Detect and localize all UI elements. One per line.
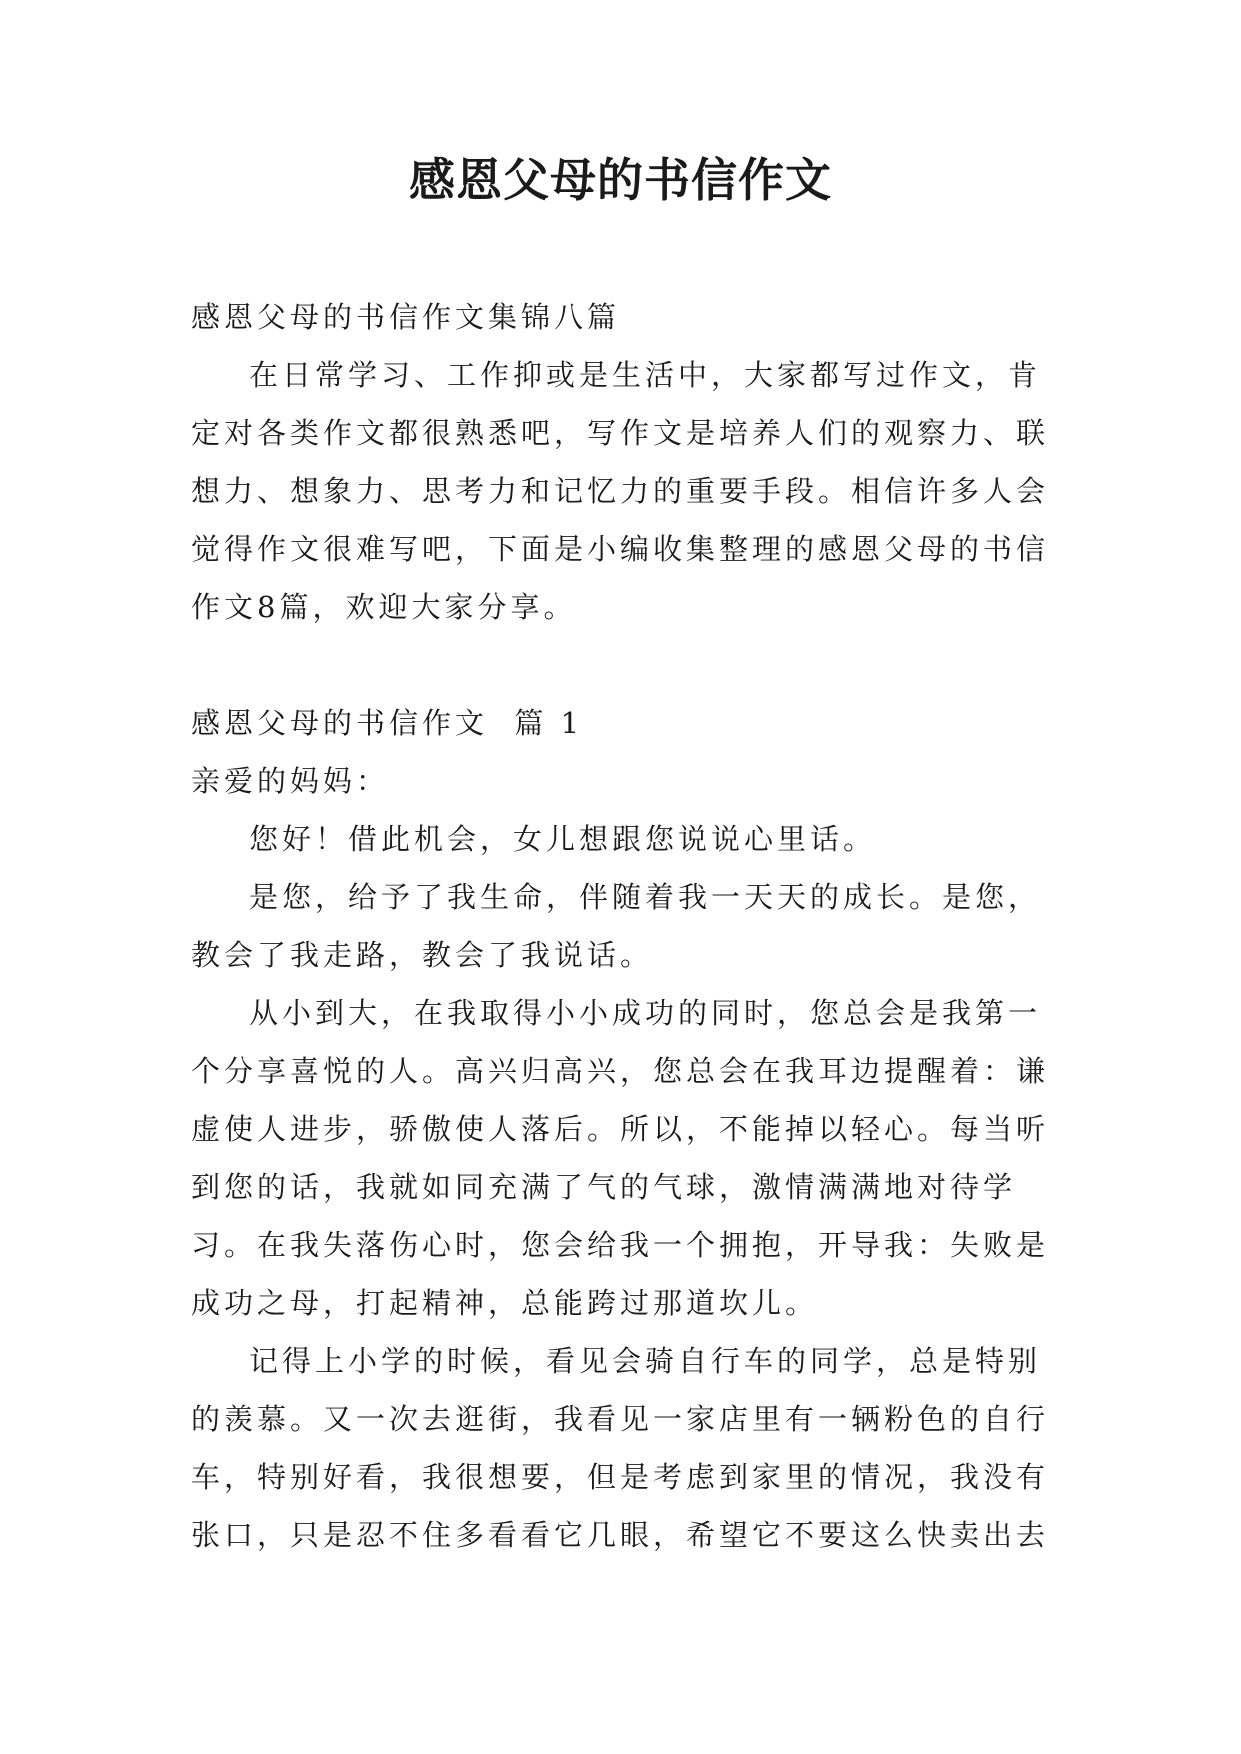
- document-body: [191, 288, 1061, 1564]
- letter-paragraph-1: 您好！借此机会，女儿想跟您说说心里话。: [249, 822, 877, 856]
- collection-heading: 感恩父母的书信作文集锦八篇: [191, 300, 621, 334]
- intro-paragraph: 在日常学习、工作抑或是生活中，大家都写过作文，肯定对各类作文都很熟悉吧，写作文是培养人们的观察力、联想力、想象力、思考力和记忆力的重要手段。相信许多人会觉得作文很难写吧，下面是小编收集整理的感恩父母的书信作文8篇，欢迎大家分享。: [191, 358, 1050, 624]
- document-title: 感恩父母的书信作文: [409, 153, 832, 207]
- letter-paragraph-4: 记得上小学的时候，看见会骑自行车的同学，总是特别的羡慕。又一次去逛街，我看见一家店里有一辆粉色的自行车，特别好看，我很想要，但是考虑到家里的情况，我没有张口，只是忍不住多看看它几眼，希望它不要这么快卖出去: [191, 1344, 1050, 1552]
- section-gap: [191, 636, 1061, 694]
- letter-paragraph-2: 是您，给予了我生命，伴随着我一天天的成长。是您，教会了我走路，教会了我说话。: [191, 880, 1042, 972]
- article-heading: 感恩父母的书信作文 篇 1: [191, 706, 584, 740]
- letter-paragraph-3: 从小到大，在我取得小小成功的同时，您总会是我第一个分享喜悦的人。高兴归高兴，您总会在我耳边提醒着：谦虚使人进步，骄傲使人落后。所以，不能掉以轻心。每当听到您的话，我就如同充满了气的气球，激情满满地对待学习。在我失落伤心时，您会给我一个拥抱，开导我：失败是成功之母，打起精神，总能跨过那道坎儿。: [191, 996, 1050, 1320]
- letter-salutation: 亲爱的妈妈：: [191, 764, 390, 798]
